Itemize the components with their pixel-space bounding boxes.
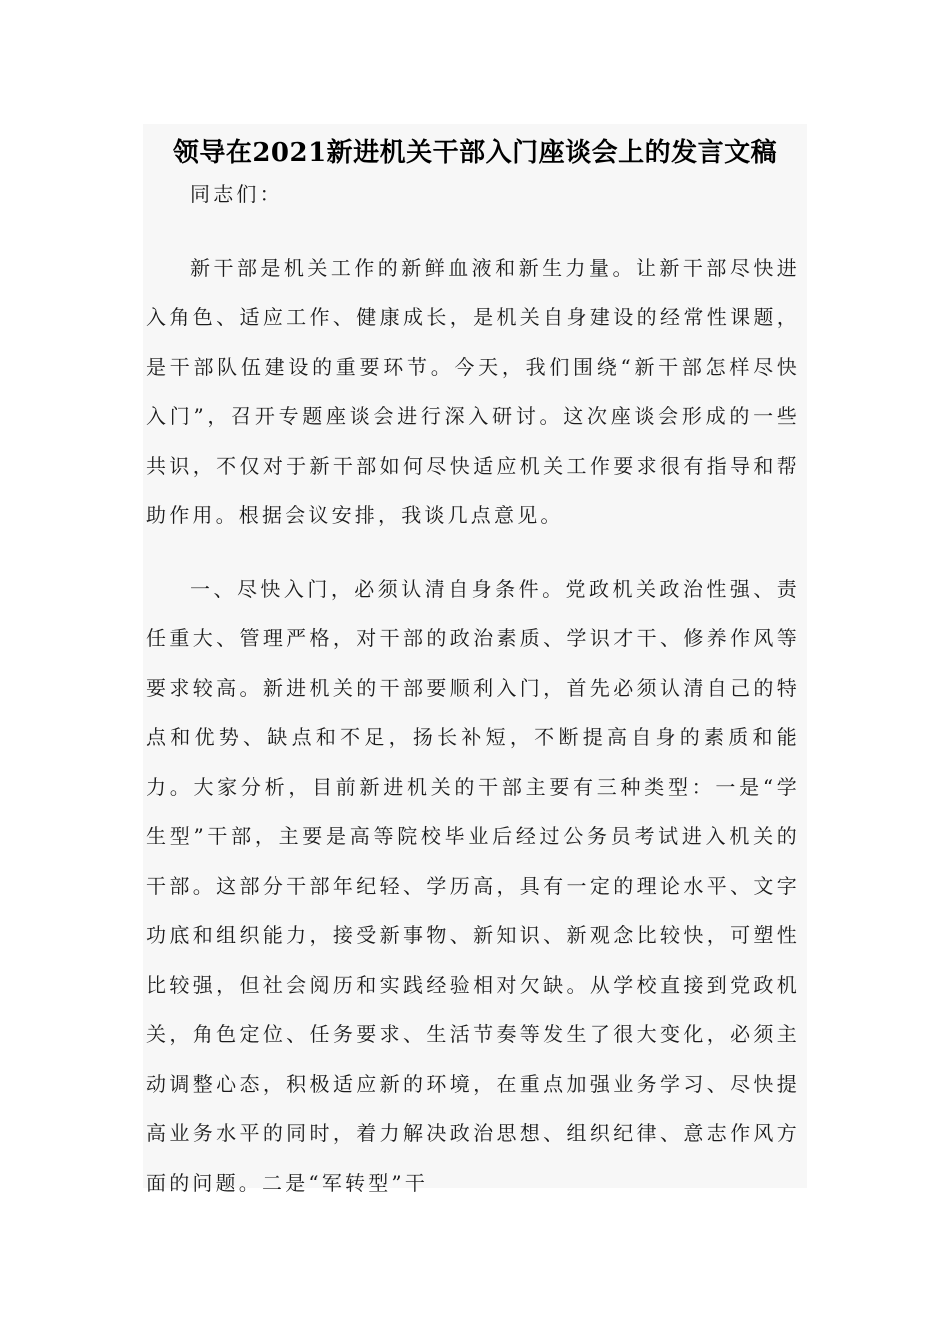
paragraph-intro: 新干部是机关工作的新鲜血液和新生力量。让新干部尽快进入角色、适应工作、健康成长，是机关自身建设的经常性课题，是干部队伍建设的重要环节。今天，我们围绕“新干部怎样尽快入门”，召开专题座谈会进行深入研讨。这次座谈会形成的一些共识，不仅对于新干部如何尽快适应机关工作要求很有指导和帮助作用。根据会议安排，我谈几点意见。 xyxy=(146,255,800,527)
document-title: 领导在2021新进机关干部入门座谈会上的发言文稿 xyxy=(172,138,778,168)
paragraph-section-one: 一、尽快入门，必须认清自身条件。党政机关政治性强、责任重大、管理严格，对干部的政治素质、学识才干、修养作风等要求较高。新进机关的干部要顺利入门，首先必须认清自己的特点和优势、缺点和不足，扬长补短，不断提高自身的素质和能力。大家分析，目前新进机关的干部主要有三种类型：一是“学生型”干部，主要是高等院校毕业后经过公务员考试进入机关的干部。这部分干部年纪轻、学历高，具有一定的理论水平、文字功底和组织能力，接受新事物、新知识、新观念比较快，可塑性比较强，但社会阅历和实践经验相对欠缺。从学校直接到党政机关，角色定位、任务要求、生活节奏等发生了很大变化，必须主动调整心态，积极适应新的环境，在重点加强业务学习、尽快提高业务水平的同时，着力解决政治思想、组织纪律、意志作风方面的问题。二是“军转型”干 xyxy=(146,576,800,1195)
document-body xyxy=(146,170,800,1208)
salutation: 同志们： xyxy=(190,182,283,206)
